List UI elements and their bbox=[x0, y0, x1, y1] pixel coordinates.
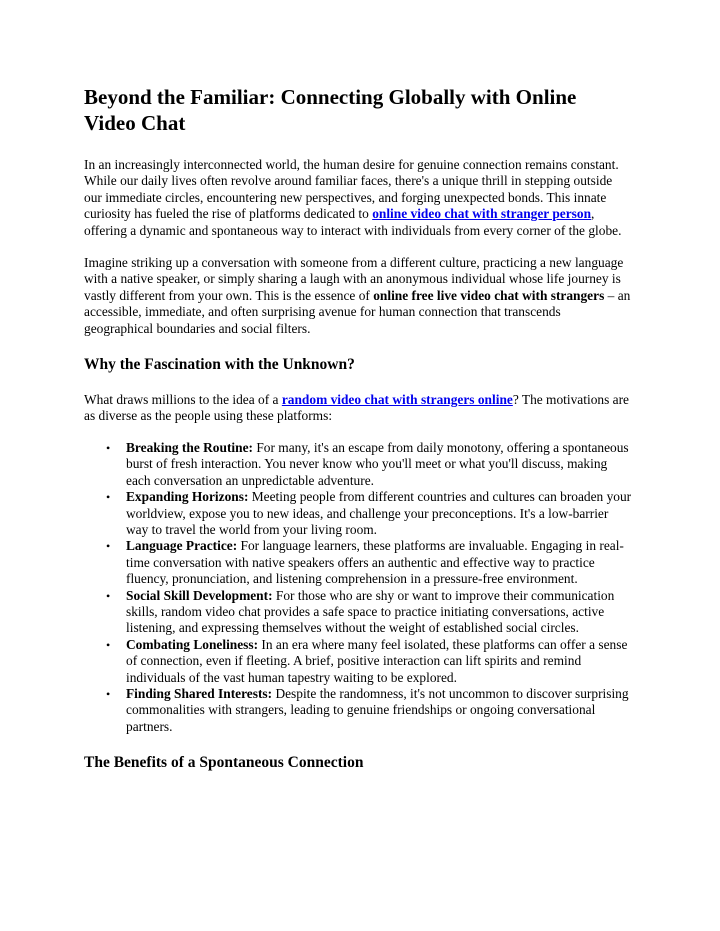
list-item-term: Finding Shared Interests: bbox=[126, 685, 273, 701]
list-item bbox=[106, 489, 632, 538]
bullet-icon: • bbox=[106, 686, 111, 701]
list-item-text: In an era where many feel isolated, these platforms can offer a sense of connection, even if fleeting. A brief, positive interaction can lift spirits and remind individuals of the vast human tapestry waiting to be explored. bbox=[126, 636, 628, 685]
intro-p2-text-after: – an accessible, immediate, and often surprising avenue for human connection that transcends geographical boundaries and social filters. bbox=[84, 287, 631, 336]
list-item bbox=[106, 636, 632, 686]
bullet-icon: • bbox=[106, 440, 111, 455]
intro-p2-text-before: Imagine striking up a conversation with someone from a different culture, practicing a new language with a native speaker, or simply sharing a laugh with an anonymous individual whose life journey is vastly different from your own. This is the essence of bbox=[84, 255, 624, 303]
list-item-term: Language Practice: bbox=[126, 538, 238, 554]
section-heading-why: Why the Fascination with the Unknown? bbox=[84, 356, 355, 374]
bullet-icon: • bbox=[106, 637, 111, 652]
list-item-text: For those who are shy or want to improve their communication skills, random video chat provides a safe space to practice initiating conversations, active listening, and expressing themselves without the weight of established social circles. bbox=[126, 587, 615, 636]
intro-p1-text-before: In an increasingly interconnected world, the human desire for genuine connection remains constant. While our daily lives often revolve around familiar faces, there's a unique thrill in stepping outside our immediate circles, encountering new perspectives, and forging unexpected bonds. This innate curiosity has fueled the rise of platforms dedicated to bbox=[84, 157, 619, 222]
why-intro-paragraph bbox=[84, 392, 632, 425]
list-item bbox=[106, 587, 632, 637]
section-heading-benefits: The Benefits of a Spontaneous Connection bbox=[84, 754, 364, 772]
bullet-icon: • bbox=[106, 539, 111, 554]
list-item-term: Breaking the Routine: bbox=[126, 439, 253, 455]
why-intro-text-before: What draws millions to the idea of a bbox=[84, 392, 282, 408]
bullet-icon: • bbox=[106, 490, 111, 505]
intro-p2-bold-phrase: online free live video chat with strangers bbox=[373, 287, 605, 303]
link-online-video-chat-with-stranger[interactable]: online video chat with stranger person bbox=[372, 206, 592, 222]
list-item-term: Combating Loneliness: bbox=[126, 636, 259, 652]
list-item-term: Expanding Horizons: bbox=[126, 489, 249, 505]
list-item-term: Social Skill Development: bbox=[126, 587, 273, 603]
list-item-text: Meeting people from different countries and cultures can broaden your worldview, expose you to new ideas, and challenge your preconceptions. It's a low-barrier way to travel the world from your living room. bbox=[126, 489, 632, 537]
motivations-list bbox=[84, 440, 632, 735]
intro-paragraph-2 bbox=[84, 255, 632, 337]
article-title: Beyond the Familiar: Connecting Globally with Online Video Chat bbox=[84, 85, 577, 135]
list-item bbox=[106, 538, 632, 587]
link-random-video-chat-with-strangers[interactable]: random video chat with strangers online bbox=[281, 392, 513, 408]
why-intro-text-after: ? The motivations are as diverse as the people using these platforms: bbox=[84, 392, 629, 424]
bullet-icon: • bbox=[106, 588, 111, 603]
intro-p1-text-after: , offering a dynamic and spontaneous way to interact with individuals from every corner of the globe. bbox=[84, 206, 622, 238]
list-item-text: For many, it's an escape from daily monotony, offering a spontaneous burst of fresh interaction. You never know who you'll meet or what you'll discuss, making each conversation an unpredictable adventure. bbox=[126, 439, 629, 488]
list-item-text: For language learners, these platforms are invaluable. Engaging in real-time conversation with native speakers offers an authentic and effective way to practice fluency, pronunciation, and listening comprehension in a pressure-free environment. bbox=[126, 538, 624, 587]
document-page bbox=[84, 84, 632, 773]
list-item bbox=[106, 439, 632, 489]
intro-paragraph-1 bbox=[84, 157, 632, 239]
list-item-text: Despite the randomness, it's not uncommon to discover surprising commonalities with strangers, leading to genuine friendships or ongoing conversational partners. bbox=[126, 685, 629, 734]
list-item bbox=[106, 685, 632, 735]
